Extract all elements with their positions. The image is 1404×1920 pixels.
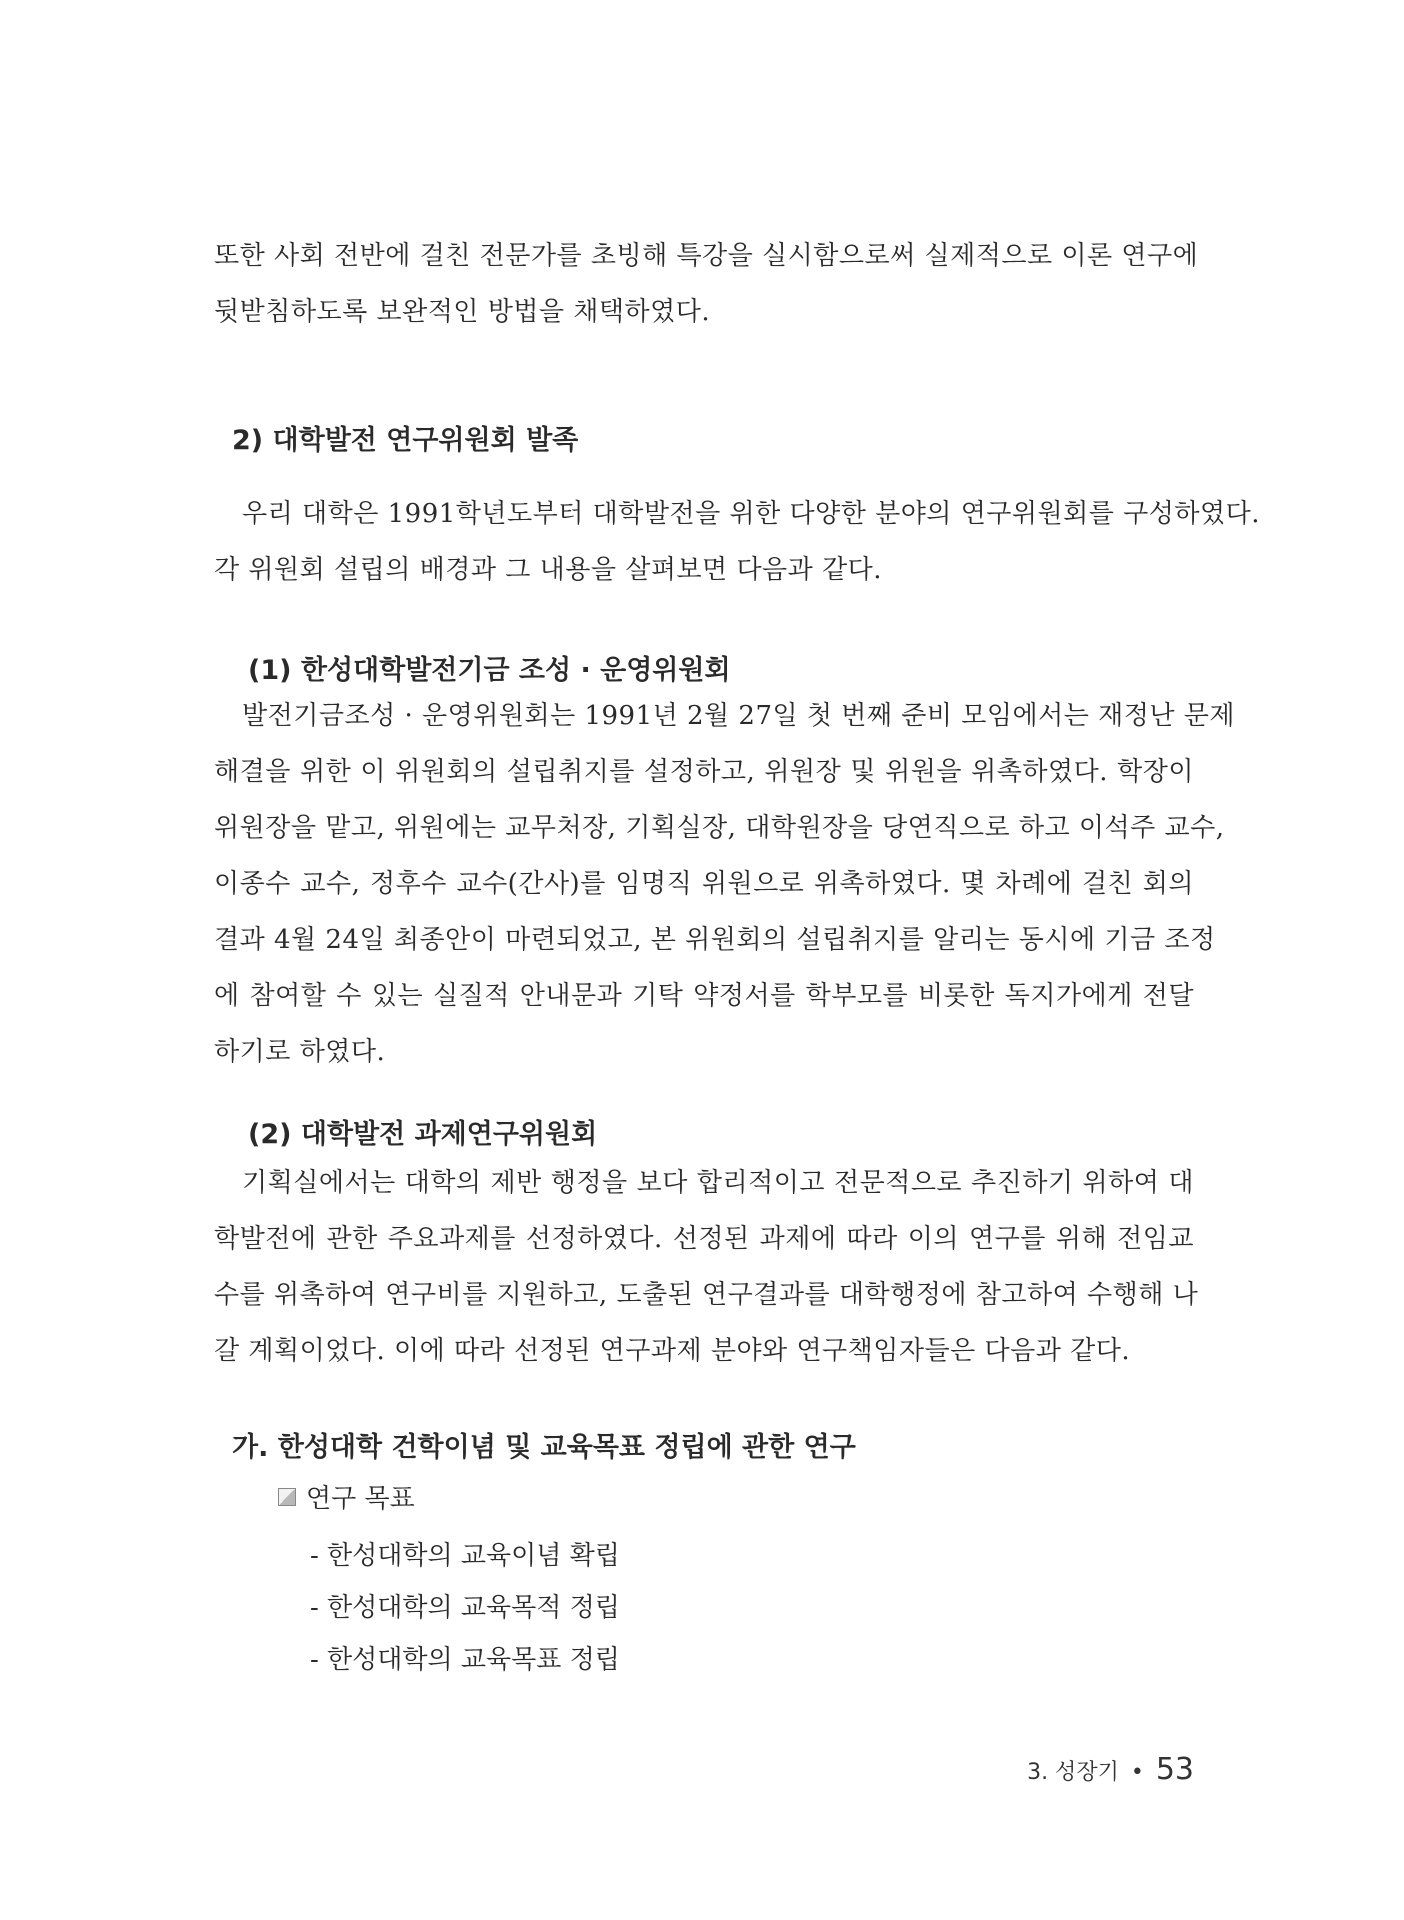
text-line: 우리 대학은 1991학년도부터 대학발전을 위한 다양한 분야의 연구위원회를 구성하였다. xyxy=(242,499,1260,529)
text-line: 해결을 위한 이 위원회의 설립취지를 설정하고, 위원장 및 위원을 위촉하였다. 학장이 xyxy=(214,757,1194,787)
footer-separator: • xyxy=(1130,1760,1144,1785)
text-line: 결과 4월 24일 최종안이 마련되었고, 본 위원회의 설립취지를 알리는 동시에 기금 조정 xyxy=(214,925,1216,955)
text-line: 수를 위촉하여 연구비를 지원하고, 도출된 연구결과를 대학행정에 참고하여 수행해 나 xyxy=(214,1280,1199,1310)
section-heading: 2) 대학발전 연구위원회 발족 xyxy=(232,425,579,456)
text-line: 이종수 교수, 정후수 교수(간사)를 임명직 위원으로 위촉하였다. 몇 차례에 걸친 회의 xyxy=(214,869,1194,899)
subsection-heading: (2) 대학발전 과제연구위원회 xyxy=(248,1119,598,1150)
text-line: 발전기금조성 · 운영위원회는 1991년 2월 27일 첫 번째 준비 모임에서는 재정난 문제 xyxy=(242,701,1235,731)
page-number: 53 xyxy=(1155,1752,1194,1787)
goal-label-text: 연구 목표 xyxy=(306,1484,415,1514)
section-2-paragraph xyxy=(214,486,1260,598)
text-line: 에 참여할 수 있는 실질적 안내문과 기탁 약정서를 학부모를 비롯한 독지가에게 전달 xyxy=(214,981,1194,1011)
item-ga xyxy=(232,1425,1212,1464)
subsection-heading: (1) 한성대학발전기금 조성 · 운영위원회 xyxy=(248,655,731,686)
goal-list xyxy=(310,1530,1290,1686)
goal-list-block xyxy=(310,1530,1290,1686)
subsection-2 xyxy=(248,1112,1228,1151)
text-line: 각 위원회 설립의 배경과 그 내용을 살펴보면 다음과 같다. xyxy=(214,555,883,585)
list-item: - 한성대학의 교육목적 정립 xyxy=(310,1593,620,1623)
text-line: 학발전에 관한 주요과제를 선정하였다. 선정된 과제에 따라 이의 연구를 위해 전임교 xyxy=(214,1224,1194,1254)
subsection-2-paragraph xyxy=(214,1155,1199,1379)
item-heading: 가. 한성대학 건학이념 및 교육목표 정립에 관한 연구 xyxy=(232,1432,856,1463)
list-item: - 한성대학의 교육이념 확립 xyxy=(310,1541,620,1571)
text-line: 또한 사회 전반에 걸친 전문가를 초빙해 특강을 실시함으로써 실제적으로 이론 연구에 xyxy=(214,241,1199,271)
section-2-text xyxy=(214,486,1260,598)
page-footer xyxy=(1027,1752,1194,1787)
goal-label xyxy=(278,1478,1258,1515)
subsection-1 xyxy=(248,648,1228,687)
subsection-2-text xyxy=(214,1155,1199,1379)
intro-paragraph xyxy=(214,228,1199,340)
goal-label-row xyxy=(278,1478,1258,1515)
text-line: 위원장을 맡고, 위원에는 교무처장, 기획실장, 대학원장을 당연직으로 하고 이석주 교수, xyxy=(214,813,1225,843)
section-2 xyxy=(232,418,1212,457)
text-line: 하기로 하였다. xyxy=(214,1037,386,1067)
checkbox-square-icon xyxy=(278,1488,296,1506)
text-line: 갈 계획이었다. 이에 따라 선정된 연구과제 분야와 연구책임자들은 다음과 같다. xyxy=(214,1336,1131,1366)
list-item: - 한성대학의 교육목표 정립 xyxy=(310,1645,620,1675)
subsection-1-paragraph xyxy=(214,688,1235,1080)
intro-paragraph-text xyxy=(214,228,1199,340)
text-line: 뒷받침하도록 보완적인 방법을 채택하였다. xyxy=(214,297,711,327)
subsection-1-text xyxy=(214,688,1235,1080)
footer-section-title: 3. 성장기 xyxy=(1027,1760,1119,1785)
text-line: 기획실에서는 대학의 제반 행정을 보다 합리적이고 전문적으로 추진하기 위하여 대 xyxy=(242,1168,1194,1198)
